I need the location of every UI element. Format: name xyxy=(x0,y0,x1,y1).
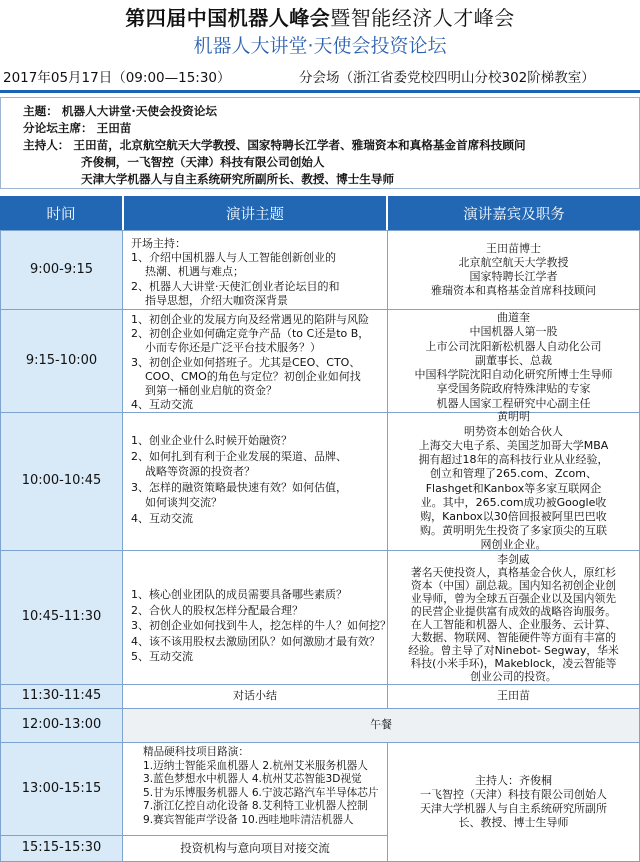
column-header-time: 时间 xyxy=(0,196,122,230)
event-date-time: 2017年05月17日（09:00—15:30） xyxy=(3,70,231,86)
table-row-speaker: 曲道奎 中国机器人第一股 上市公司沈阳新松机器人自动化公司 副董事长、总裁 中国科学院沈阳自动化研究所博士生导师 享受国务院政府特殊津贴的专家 机器人国家工程研究中心副主任 xyxy=(387,309,640,413)
event-venue: 分会场（浙江省委党校四明山分校302阶梯教室） xyxy=(299,70,595,86)
forum-subtitle: 机器人大讲堂·天使会投资论坛 xyxy=(193,35,447,57)
forum-host-2-title: 天津大学机器人与自主系统研究所副所长、教授、博士生导师 xyxy=(81,172,395,186)
event-title-main: 第四届中国机器人峰会 xyxy=(125,6,331,30)
divider-line xyxy=(0,90,640,93)
table-row-topic: 1、创业企业什么时候开始融资？ 2、如何扎到有利于企业发展的渠道、品牌、 战略等资源的投资者？ 3、怎样的融资策略最快速有效？如何估值， 如何谈判交流？ 4、互动交流 xyxy=(122,412,388,551)
event-title-secondary: 暨智能经济人才峰会 xyxy=(330,6,515,30)
table-row-time: 13:00-15:15 xyxy=(0,742,123,836)
forum-host-2: 齐俊桐，一飞智控（天津）科技有限公司创始人 xyxy=(81,155,325,169)
forum-chair: 分论坛主席： 王田苗 xyxy=(23,121,132,135)
table-row-speaker: 王田苗 xyxy=(387,684,640,709)
column-header-speaker: 演讲嘉宾及职务 xyxy=(388,196,640,230)
column-header-topic: 演讲主题 xyxy=(124,196,386,230)
forum-theme: 主题： 机器人大讲堂·天使会投资论坛 xyxy=(23,104,217,118)
table-row-time: 15:15-15:30 xyxy=(0,835,123,862)
table-row-topic: 投资机构与意向项目对接交流 xyxy=(122,835,388,862)
table-row-topic: 开场主持： 1、介绍中国机器人与人工智能创新创业的 热潮、机遇与难点； 2、机器人大讲堂·天使汇创业者论坛目的和 指导思想，介绍大咖资深背景 xyxy=(122,230,388,310)
forum-host: 主持人： 王田苗，北京航空航天大学教授、国家特聘长江学者、雅瑞资本和真格基金首席科技顾问 xyxy=(23,138,526,152)
table-row-topic: 精品硬科技项目路演： 1.迈纳士智能采血机器人 2.杭州艾米服务机器人 3.蓝色梦想水中机器人 4.杭州艾芯智能3D视觉 5.甘为乐博服务机器人 6.宁波芯路汽车半导体芯片 7.浙江亿控自动化设备 8.艾利特工业机器人控制 9.赛宾智能声学设备 10.西哇地咔清洁机器人 xyxy=(122,742,388,836)
table-row-topic: 1、初创企业的发展方向及经常遇见的陷阱与风险 2、初创企业如何确定竞争产品（to C还是to B， 小而专你还是广泛平台技术服务？） 3、初创企业如何搭班子。尤其是CEO、CTO、 COO、CMO的角色与定位？初创企业如何找 到第一桶创业启航的资金？ 4、互动交流 xyxy=(122,309,388,413)
table-row-time: 10:00-10:45 xyxy=(0,412,123,551)
table-row-speaker: 主持人：齐俊桐 一飞智控（天津）科技有限公司创始人 天津大学机器人与自主系统研究所副所 长、教授、博士生导师 xyxy=(387,742,640,862)
table-row-time: 12:00-13:00 xyxy=(0,708,123,743)
table-row-speaker: 王田苗博士 北京航空航天大学教授 国家特聘长江学者 雅瑞资本和真格基金首席科技顾问 xyxy=(387,230,640,310)
lunch-break: 午餐 xyxy=(122,708,640,743)
table-row-time: 9:00-9:15 xyxy=(0,230,123,310)
event-title xyxy=(0,2,640,31)
table-row-time: 9:15-10:00 xyxy=(0,309,123,413)
forum-info-box xyxy=(0,97,640,189)
table-row-speaker: 李剑威 著名天使投资人，真格基金合伙人，原红杉 资本（中国）副总裁。国内知名初创企业创 业导师，曾为全球五百强企业以及国内领先 的民营企业提供富有成效的战略咨询服务。 在人工智能和机器人、企业服务、云计算、 大数据、物联网、智能硬件等方面有丰富的 经验。曾主导了对Ninebot- Segway，华米 科技(小米手环)，Makeblock，凌云智能等 创业公司的投资。 xyxy=(387,550,640,685)
table-row-time: 10:45-11:30 xyxy=(0,550,123,685)
table-row-topic: 对话小结 xyxy=(122,684,388,709)
table-row-topic: 1、核心创业团队的成员需要具备哪些素质？ 2、合伙人的股权怎样分配最合理？ 3、初创企业如何找到牛人，挖怎样的牛人？如何挖？ 4、该不该用股权去激励团队？如何激励才最有效？ 5、互动交流 xyxy=(122,550,388,685)
table-row-time: 11:30-11:45 xyxy=(0,684,123,709)
table-row-speaker: 黄明明 明势资本创始合伙人 上海交大电子系、美国芝加哥大学MBA 拥有超过18年的高科技行业从业经验， 创立和管理了265.com、Zcom、 Flashget和Kanbox等多家互联网企 业。其中，265.com成功被Google收 购，Kanbox以30倍回报被阿里巴巴收 购。黄明明先生投资了多家顶尖的互联 网创业企业。 xyxy=(387,412,640,551)
